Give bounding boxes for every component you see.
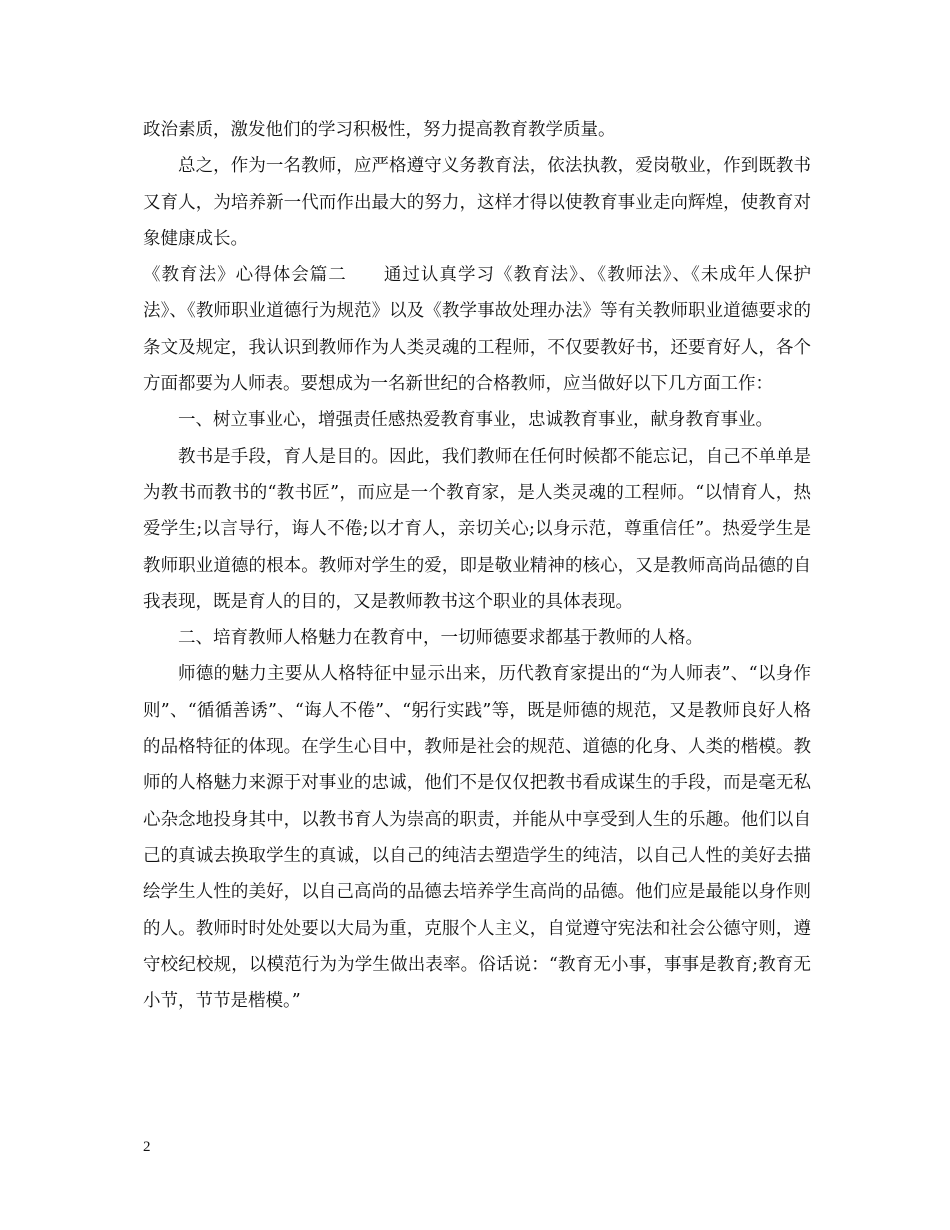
paragraph-point-two-body: 师德的魅力主要从人格特征中显示出来，历代教育家提出的“为人师表”、“以身作则”、“循循善诱”、“诲人不倦”、“躬行实践”等，既是师德的规范，又是教师良好人格的品格特征的体现。在学生心目中，教师是社会的规范、道德的化身、人类的楷模。教师的人格魅力来源于对事业的忠诚，他们不是仅仅把教书看成谋生的手段，而是毫无私心杂念地投身其中，以教书育人为崇高的职责，并能从中享受到人生的乐趣。他们以自己的真诚去换取学生的真诚，以自己的纯洁去塑造学生的纯洁，以自己人性的美好去描绘学生人性的美好，以自己高尚的品德去培养学生高尚的品德。他们应是最能以身作则的人。教师时时处处要以大局为重，克服个人主义，自觉遵守宪法和社会公德守则，遵守校纪校规，以模范行为为学生做出表率。俗话说：“教育无小事，事事是教育;教育无小节，节节是楷模。”	[143, 664, 811, 1012]
paragraph-continuation: 政治素质，激发他们的学习积极性，努力提高教育教学质量。	[143, 120, 616, 140]
page-number: 2	[143, 1139, 151, 1155]
paragraph-point-two-heading: 二、培育教师人格魅力在教育中，一切师德要求都基于教师的人格。	[178, 628, 703, 649]
paragraph-point-one-body: 教书是手段，育人是目的。因此，我们教师在任何时候都不能忘记，自己不单单是为教书而教书的“教书匠”，而应是一个教育家，是人类灵魂的工程师。“以情育人，热爱学生;以言导行，诲人不倦;以才育人，亲切关心;以身示范，尊重信任”。热爱学生是教师职业道德的根本。教师对学生的爱，即是敬业精神的核心，又是教师高尚品德的自我表现，既是育人的目的，又是教师教书这个职业的具体表现。	[143, 446, 811, 612]
paragraph-section-two-intro: 《教育法》心得体会篇二 通过认真学习《教育法》、《教师法》、《未成年人保护法》、《教师职业道德行为规范》以及《教学事故处理办法》等有关教师职业道德要求的条文及规定，我认识到教师作为人类灵魂的工程师，不仅要教好书，还要育好人，各个方面都要为人师表。要想成为一名新世纪的合格教师，应当做好以下几方面工作：	[143, 265, 811, 395]
document-body	[143, 112, 811, 1019]
paragraph-conclusion: 总之，作为一名教师，应严格遵守义务教育法，依法执教，爱岗敬业，作到既教书又育人，为培养新一代而作出最大的努力，这样才得以使教育事业走向辉煌，使教育对象健康成长。	[143, 156, 811, 249]
paragraph-point-one-heading: 一、树立事业心，增强责任感热爱教育事业，忠诚教育事业，献身教育事业。	[178, 410, 773, 431]
